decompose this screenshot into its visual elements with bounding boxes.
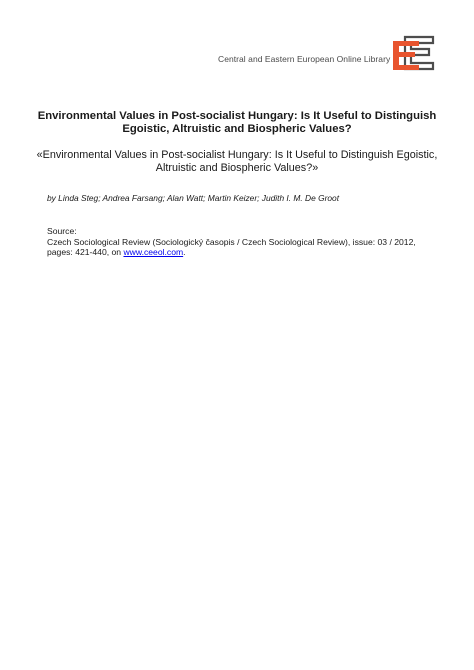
source-period: . bbox=[183, 247, 186, 258]
source-line bbox=[47, 247, 447, 257]
source-citation bbox=[47, 237, 447, 258]
article-title-line: Environmental Values in Post-socialist Hungary: Is It Useful to Distinguish bbox=[37, 110, 437, 122]
source-pages: pages: 421-440, on bbox=[47, 247, 124, 258]
page-header bbox=[0, 0, 474, 90]
ceeol-link[interactable]: www.ceeol.com bbox=[123, 247, 184, 258]
library-name: Central and Eastern European Online Library bbox=[218, 54, 391, 64]
ceeol-logo-icon[interactable] bbox=[389, 35, 439, 71]
article-alt-title bbox=[30, 149, 444, 175]
source-label: Source: bbox=[47, 226, 77, 236]
article-alt-title-line: Altruistic and Biospheric Values?» bbox=[155, 162, 319, 175]
article-title-line: Egoistic, Altruistic and Biospheric Values? bbox=[122, 123, 352, 135]
source-line: Czech Sociological Review (Sociologický časopis / Czech Sociological Review), issue: 03 / 2012, bbox=[47, 237, 416, 247]
article-title bbox=[30, 110, 444, 136]
article-authors: by Linda Steg; Andrea Farsang; Alan Watt; Martin Keizer; Judith I. M. De Groot bbox=[47, 193, 340, 203]
article-alt-title-line: «Environmental Values in Post-socialist Hungary: Is It Useful to Distinguish Egoistic, bbox=[36, 149, 438, 161]
